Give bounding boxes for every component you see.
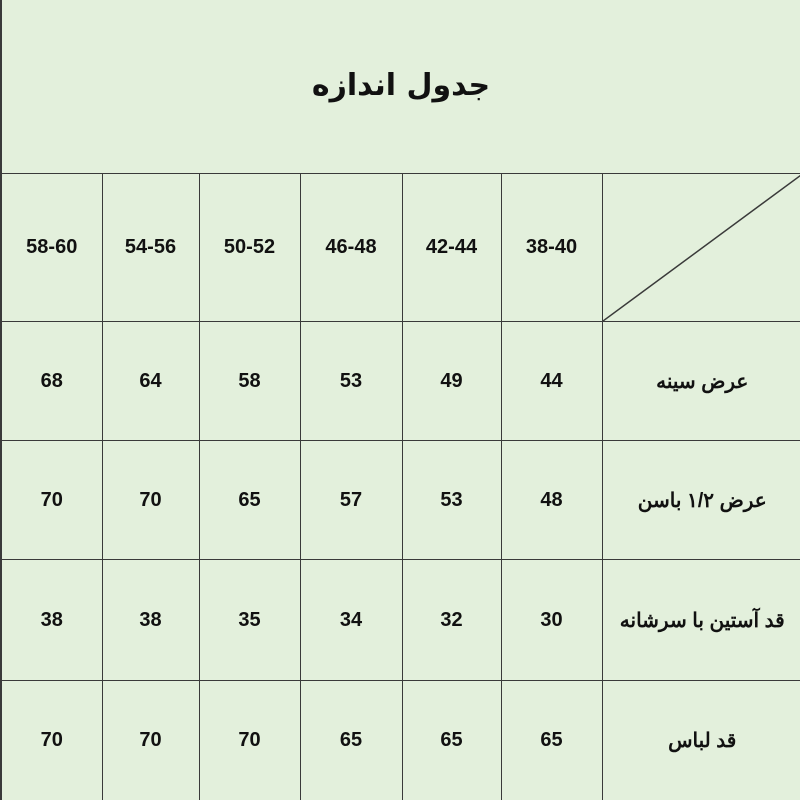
value-cell: 38 <box>102 560 199 681</box>
value-cell: 53 <box>402 441 501 560</box>
corner-diagonal-cell <box>602 174 800 322</box>
size-header-cell: 54-56 <box>102 174 199 322</box>
value-cell: 58 <box>199 322 300 441</box>
size-header-row <box>2 174 800 322</box>
value-cell: 65 <box>402 681 501 800</box>
value-cell: 57 <box>300 441 402 560</box>
value-cell: 70 <box>2 441 102 560</box>
size-header-cell: 50-52 <box>199 174 300 322</box>
value-cell: 65 <box>199 441 300 560</box>
value-cell: 49 <box>402 322 501 441</box>
value-cell: 44 <box>501 322 602 441</box>
row-label: قد آستین با سرشانه <box>602 560 800 681</box>
value-cell: 32 <box>402 560 501 681</box>
row-label: قد لباس <box>602 681 800 800</box>
row-label: عرض ۱/۲ باسن <box>602 441 800 560</box>
value-cell: 70 <box>2 681 102 800</box>
row-label: عرض سینه <box>602 322 800 441</box>
value-cell: 35 <box>199 560 300 681</box>
size-header-cell: 46-48 <box>300 174 402 322</box>
value-cell: 70 <box>199 681 300 800</box>
value-cell: 70 <box>102 681 199 800</box>
value-cell: 70 <box>102 441 199 560</box>
value-cell: 64 <box>102 322 199 441</box>
table-row <box>2 681 800 800</box>
value-cell: 68 <box>2 322 102 441</box>
size-header-cell: 42-44 <box>402 174 501 322</box>
table-row <box>2 322 800 441</box>
value-cell: 65 <box>300 681 402 800</box>
table-row <box>2 441 800 560</box>
value-cell: 53 <box>300 322 402 441</box>
table-title: جدول اندازه <box>311 68 491 103</box>
value-cell: 38 <box>2 560 102 681</box>
value-cell: 48 <box>501 441 602 560</box>
value-cell: 34 <box>300 560 402 681</box>
size-header-cell: 38-40 <box>501 174 602 322</box>
size-table <box>2 173 800 800</box>
title-area <box>2 0 800 173</box>
value-cell: 30 <box>501 560 602 681</box>
table-row <box>2 560 800 681</box>
diagonal-line <box>603 174 800 321</box>
value-cell: 65 <box>501 681 602 800</box>
size-header-cell: 58-60 <box>2 174 102 322</box>
